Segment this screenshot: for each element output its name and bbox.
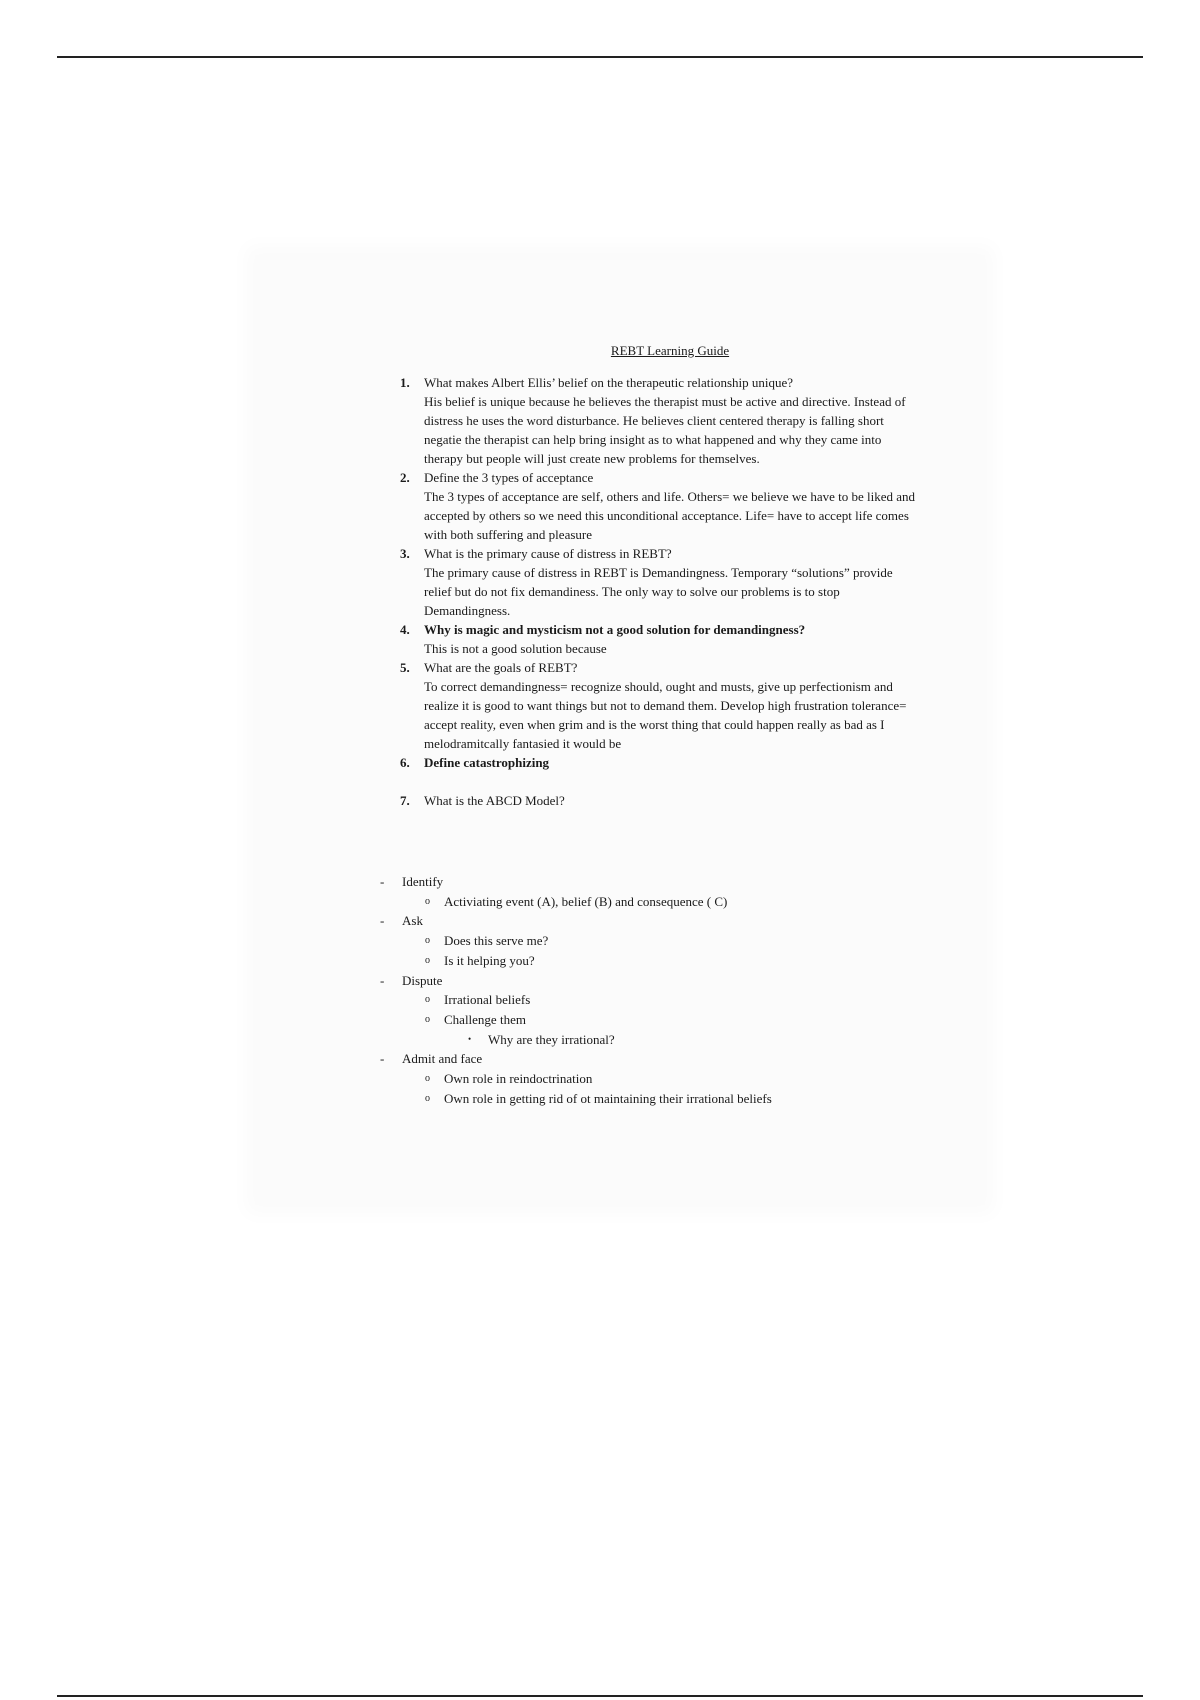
question-number: 6.: [400, 755, 410, 770]
question-item: [400, 791, 920, 810]
question-text: What makes Albert Ellis’ belief on the therapeutic relationship unique?: [424, 375, 794, 390]
outline-subitem: [380, 1069, 940, 1089]
bottom-rule: [57, 1695, 1143, 1697]
outline-label: Admit and face: [402, 1051, 483, 1067]
question-number: 7.: [400, 793, 410, 808]
outline-subitem-text: Does this serve me?: [444, 933, 549, 949]
question-number: 4.: [400, 622, 410, 637]
outline-subitem-text: Own role in getting rid of ot maintaining their irrational beliefs: [444, 1090, 772, 1106]
outline-subitem-text: Irrational beliefs: [444, 992, 531, 1008]
dash-marker: -: [380, 1051, 385, 1067]
answer-text: To correct demandingness= recognize should, ought and musts, give up perfectionism and realize it is good to want things but not to demand them. Develop high frustration tolerance= accept reality, even when grim and is the worst thing that could happen really as bad as I melodramitcally fantasied it would be: [424, 679, 907, 751]
outline-subitem-text: Challenge them: [444, 1011, 526, 1027]
dash-marker: -: [380, 972, 385, 988]
outline-subitem: [380, 1089, 940, 1109]
circle-bullet-icon: o: [425, 994, 430, 1006]
outline-subitem: [380, 990, 940, 1010]
outline-label: Dispute: [402, 972, 443, 988]
blank-line: [400, 772, 920, 791]
outline-subsubitem-text: Why are they irrational?: [488, 1031, 615, 1047]
outline-item-dispute: [380, 971, 940, 991]
circle-bullet-icon: o: [425, 1092, 430, 1104]
outline-subitem: [380, 892, 940, 912]
outline-item-identify: [380, 872, 940, 892]
question-text: What is the primary cause of distress in REBT?: [424, 546, 672, 561]
outline-subitem-text: Is it helping you?: [444, 952, 535, 968]
outline-item-admit: [380, 1049, 940, 1069]
abcd-outline: [380, 872, 940, 1108]
document-body: [400, 341, 920, 810]
outline-subitem-text: Activiating event (A), belief (B) and consequence ( C): [444, 893, 728, 909]
question-number: 2.: [400, 470, 410, 485]
circle-bullet-icon: o: [425, 1013, 430, 1025]
dash-marker: -: [380, 913, 385, 929]
outline-label: Identify: [402, 874, 444, 889]
top-rule: [57, 56, 1143, 58]
question-text: Define catastrophizing: [424, 755, 550, 770]
question-number: 1.: [400, 375, 410, 390]
circle-bullet-icon: o: [425, 895, 430, 907]
document-title: REBT Learning Guide: [610, 343, 730, 358]
outline-subitem-text: Own role in reindoctrination: [444, 1071, 593, 1087]
outline-subsubitem: [380, 1030, 940, 1050]
outline-subitem: [380, 1010, 940, 1030]
bullet-icon: •: [468, 1033, 472, 1044]
circle-bullet-icon: o: [425, 935, 430, 947]
question-item: [400, 658, 920, 753]
question-text: What is the ABCD Model?: [424, 793, 565, 808]
question-text: Define the 3 types of acceptance: [424, 470, 594, 485]
answer-text: This is not a good solution because: [424, 641, 607, 656]
answer-text: The 3 types of acceptance are self, others and life. Others= we believe we have to be liked and accepted by others so we need this unconditional acceptance. Life= have to accept life comes with both suffering and pleasure: [424, 489, 916, 542]
question-text: What are the goals of REBT?: [424, 660, 578, 675]
question-item: [400, 373, 920, 468]
dash-marker: -: [380, 874, 385, 889]
outline-item-ask: [380, 911, 940, 931]
outline-subitem: [380, 951, 940, 971]
question-number: 5.: [400, 660, 410, 675]
outline-label: Ask: [402, 913, 423, 929]
question-text: Why is magic and mysticism not a good solution for demandingness?: [424, 622, 806, 637]
question-number: 3.: [400, 546, 410, 561]
question-item: [400, 753, 920, 772]
question-item: [400, 544, 920, 620]
circle-bullet-icon: o: [425, 1073, 430, 1085]
answer-text: The primary cause of distress in REBT is Demandingness. Temporary “solutions” provide relief but do not fix demandiness. The only way to solve our problems is to stop Demandingness.: [424, 565, 893, 618]
question-item: [400, 468, 920, 544]
answer-text: His belief is unique because he believes the therapist must be active and directive. Instead of distress he uses the word disturbance. He believes client centered therapy is falling short negatie the therapist can help bring insight as to what happened and why they came into therapy but people will just create new problems for themselves.: [424, 394, 906, 466]
circle-bullet-icon: o: [425, 954, 430, 966]
outline-subitem: [380, 931, 940, 951]
question-item: [400, 620, 920, 658]
